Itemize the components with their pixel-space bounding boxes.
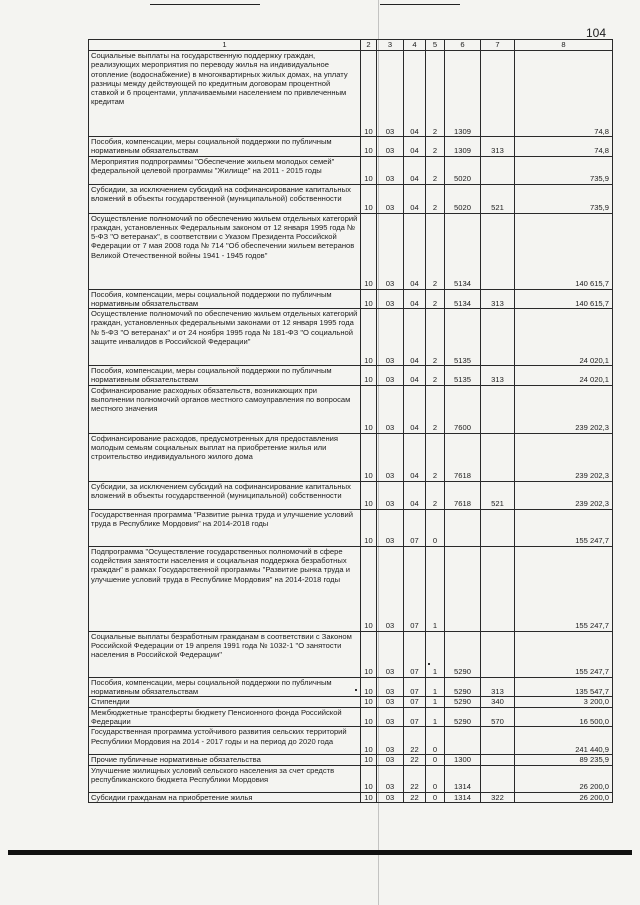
row-description: Софинансирование расходов, предусмотренных для предоставления молодым семьям социальных выплат на приобретение жилья или строительство индивидуального жилого дома <box>89 433 361 481</box>
subprogram-code: 2 <box>426 481 445 509</box>
scan-speck <box>355 689 357 691</box>
subprogram-code: 0 <box>426 509 445 546</box>
section-code: 10 <box>361 184 377 213</box>
subprogram-code: 2 <box>426 309 445 366</box>
subprogram-code: 0 <box>426 755 445 765</box>
subsection-code: 03 <box>377 509 404 546</box>
amount: 24 020,1 <box>515 366 613 386</box>
row-description: Прочие публичные нормативные обязательства <box>89 755 361 765</box>
amount: 16 500,0 <box>515 707 613 727</box>
program-code: 07 <box>404 631 426 677</box>
expense-type-code <box>481 765 515 792</box>
row-description: Подпрограмма "Осуществление государственных полномочий в сфере содействия занятости населения и социальная поддержка безработных граждан" в рамках Государственной программы "Развитие рынка труда и улучшение условий труда в Республике Мордовия" на 2014-2018 годы <box>89 546 361 631</box>
program-code: 04 <box>404 156 426 184</box>
subprogram-code: 2 <box>426 366 445 386</box>
section-code: 10 <box>361 51 377 137</box>
subprogram-code: 1 <box>426 631 445 677</box>
item-code: 7618 <box>445 433 481 481</box>
table-row <box>89 631 613 677</box>
subprogram-code: 0 <box>426 765 445 792</box>
subprogram-code: 2 <box>426 433 445 481</box>
item-code: 5134 <box>445 213 481 289</box>
program-code: 04 <box>404 184 426 213</box>
subprogram-code: 1 <box>426 677 445 697</box>
header-cell: 5 <box>426 40 445 51</box>
row-description: Осуществление полномочий по обеспечению жильем отдельных категорий граждан, установленных федеральными законами от 12 января 1995 года № 5-ФЗ "О ветеранах" и от 24 ноября 1995 года № 181-ФЗ "О социальной защите инвалидов в Российской Федерации" <box>89 309 361 366</box>
program-code: 22 <box>404 727 426 755</box>
subprogram-code: 2 <box>426 184 445 213</box>
row-description: Стипендии <box>89 697 361 707</box>
subsection-code: 03 <box>377 792 404 802</box>
section-code: 10 <box>361 792 377 802</box>
amount: 74,8 <box>515 137 613 157</box>
item-code: 5290 <box>445 707 481 727</box>
item-code: 5290 <box>445 697 481 707</box>
table-row <box>89 792 613 802</box>
item-code: 5134 <box>445 289 481 309</box>
amount: 26 200,0 <box>515 765 613 792</box>
amount: 3 200,0 <box>515 697 613 707</box>
item-code: 1314 <box>445 765 481 792</box>
program-code: 04 <box>404 385 426 433</box>
program-code: 04 <box>404 366 426 386</box>
program-code: 04 <box>404 481 426 509</box>
section-code: 10 <box>361 755 377 765</box>
amount: 239 202,3 <box>515 385 613 433</box>
subsection-code: 03 <box>377 765 404 792</box>
table-row <box>89 509 613 546</box>
row-description: Софинансирование расходных обязательств, возникающих при выполнении полномочий органов местного самоуправления по вопросам местного значения <box>89 385 361 433</box>
expense-type-code: 313 <box>481 366 515 386</box>
table-row <box>89 677 613 697</box>
amount: 24 020,1 <box>515 309 613 366</box>
table-row <box>89 213 613 289</box>
amount: 735,9 <box>515 156 613 184</box>
subprogram-code: 1 <box>426 697 445 707</box>
amount: 135 547,7 <box>515 677 613 697</box>
expense-type-code: 322 <box>481 792 515 802</box>
header-cell: 2 <box>361 40 377 51</box>
subprogram-code: 2 <box>426 385 445 433</box>
section-code: 10 <box>361 509 377 546</box>
program-code: 07 <box>404 707 426 727</box>
section-code: 10 <box>361 697 377 707</box>
subsection-code: 03 <box>377 697 404 707</box>
table-row <box>89 481 613 509</box>
section-code: 10 <box>361 631 377 677</box>
table-row <box>89 727 613 755</box>
scan-artifact <box>150 4 260 5</box>
table-row <box>89 184 613 213</box>
row-description: Пособия, компенсации, меры социальной поддержки по публичным нормативным обязательствам <box>89 677 361 697</box>
amount: 735,9 <box>515 184 613 213</box>
program-code: 07 <box>404 546 426 631</box>
item-code <box>445 509 481 546</box>
amount: 140 615,7 <box>515 213 613 289</box>
program-code: 04 <box>404 309 426 366</box>
row-description: Осуществление полномочий по обеспечению жильем отдельных категорий граждан, установленных Федеральным законом от 12 января 1995 года № 5-ФЗ "О ветеранах", в соответствии с Указом Президента Российской Федерации от 7 мая 2008 года № 714 "Об обеспечении жильем ветеранов Великой Отечественной войны 1941 - 1945 годов" <box>89 213 361 289</box>
subprogram-code: 2 <box>426 156 445 184</box>
subprogram-code: 2 <box>426 289 445 309</box>
table-row <box>89 433 613 481</box>
subsection-code: 03 <box>377 137 404 157</box>
subsection-code: 03 <box>377 309 404 366</box>
header-cell: 4 <box>404 40 426 51</box>
item-code <box>445 546 481 631</box>
expense-type-code: 313 <box>481 289 515 309</box>
table-row <box>89 156 613 184</box>
amount: 26 200,0 <box>515 792 613 802</box>
expense-type-code: 570 <box>481 707 515 727</box>
row-description: Пособия, компенсации, меры социальной поддержки по публичным нормативным обязательствам <box>89 137 361 157</box>
expense-type-code <box>481 433 515 481</box>
program-code: 04 <box>404 213 426 289</box>
table-row <box>89 137 613 157</box>
expense-type-code <box>481 51 515 137</box>
amount: 241 440,9 <box>515 727 613 755</box>
item-code <box>445 727 481 755</box>
row-description: Улучшение жилищных условий сельского населения за счет средств республиканского бюджета Республики Мордовия <box>89 765 361 792</box>
item-code: 7600 <box>445 385 481 433</box>
row-description: Пособия, компенсации, меры социальной поддержки по публичным нормативным обязательствам <box>89 366 361 386</box>
row-description: Государственная программа "Развитие рынка труда и улучшение условий труда в Республике Мордовия" на 2014-2018 годы <box>89 509 361 546</box>
expense-type-code <box>481 385 515 433</box>
table-row <box>89 546 613 631</box>
item-code: 1309 <box>445 51 481 137</box>
scan-bottom-edge <box>8 850 632 855</box>
program-code: 04 <box>404 51 426 137</box>
row-description: Социальные выплаты безработным гражданам в соответствии с Законом Российской Федерации от 19 апреля 1991 года № 1032-1 "О занятости населения в Российской Федерации" <box>89 631 361 677</box>
header-row <box>89 40 613 51</box>
amount: 155 247,7 <box>515 509 613 546</box>
subsection-code: 03 <box>377 213 404 289</box>
subsection-code: 03 <box>377 51 404 137</box>
section-code: 10 <box>361 137 377 157</box>
subprogram-code: 2 <box>426 51 445 137</box>
item-code: 5135 <box>445 366 481 386</box>
table-row <box>89 385 613 433</box>
amount: 239 202,3 <box>515 433 613 481</box>
program-code: 04 <box>404 433 426 481</box>
amount: 155 247,7 <box>515 631 613 677</box>
subsection-code: 03 <box>377 631 404 677</box>
header-cell: 3 <box>377 40 404 51</box>
row-description: Субсидии, за исключением субсидий на софинансирование капитальных вложений в объекты государственной (муниципальной) собственности <box>89 184 361 213</box>
item-code: 5290 <box>445 677 481 697</box>
expense-type-code: 340 <box>481 697 515 707</box>
expense-type-code <box>481 309 515 366</box>
section-code: 10 <box>361 433 377 481</box>
subprogram-code: 1 <box>426 546 445 631</box>
subsection-code: 03 <box>377 366 404 386</box>
section-code: 10 <box>361 707 377 727</box>
amount: 239 202,3 <box>515 481 613 509</box>
item-code: 1309 <box>445 137 481 157</box>
row-description: Социальные выплаты на государственную поддержку граждан, реализующих мероприятия по переводу жилья на индивидуальное отопление (водоснабжение) в многоквартирных жилых домах, на уплату разницы между действующей по кредитным договорам процентной ставкой и 6 процентами, уплачиваемыми населением по привлеченным кредитам <box>89 51 361 137</box>
expense-type-code: 313 <box>481 677 515 697</box>
scan-artifact <box>380 4 460 5</box>
subprogram-code: 0 <box>426 727 445 755</box>
section-code: 10 <box>361 309 377 366</box>
program-code: 07 <box>404 509 426 546</box>
expense-type-code <box>481 631 515 677</box>
section-code: 10 <box>361 727 377 755</box>
page-number: 104 <box>586 26 607 40</box>
section-code: 10 <box>361 481 377 509</box>
program-code: 22 <box>404 792 426 802</box>
expense-type-code <box>481 727 515 755</box>
header-cell: 8 <box>515 40 613 51</box>
item-code: 5020 <box>445 156 481 184</box>
row-description: Субсидии гражданам на приобретение жилья <box>89 792 361 802</box>
section-code: 10 <box>361 213 377 289</box>
section-code: 10 <box>361 677 377 697</box>
row-description: Государственная программа устойчивого развития сельских территорий Республики Мордовия на 2014 - 2017 годы и на период до 2020 года <box>89 727 361 755</box>
item-code: 5135 <box>445 309 481 366</box>
subprogram-code: 2 <box>426 137 445 157</box>
subsection-code: 03 <box>377 481 404 509</box>
item-code: 5290 <box>445 631 481 677</box>
table-row <box>89 51 613 137</box>
subsection-code: 03 <box>377 433 404 481</box>
section-code: 10 <box>361 765 377 792</box>
expense-type-code: 313 <box>481 137 515 157</box>
subsection-code: 03 <box>377 289 404 309</box>
subsection-code: 03 <box>377 755 404 765</box>
subsection-code: 03 <box>377 385 404 433</box>
budget-table <box>88 39 613 803</box>
section-code: 10 <box>361 289 377 309</box>
subsection-code: 03 <box>377 707 404 727</box>
amount: 140 615,7 <box>515 289 613 309</box>
expense-type-code <box>481 213 515 289</box>
row-description: Пособия, компенсации, меры социальной поддержки по публичным нормативным обязательствам <box>89 289 361 309</box>
scan-speck <box>428 663 430 665</box>
header-cell: 1 <box>89 40 361 51</box>
row-description: Межбюджетные трансферты бюджету Пенсионного фонда Российской Федерации <box>89 707 361 727</box>
table-row <box>89 289 613 309</box>
item-code: 7618 <box>445 481 481 509</box>
subprogram-code: 1 <box>426 707 445 727</box>
expense-type-code: 521 <box>481 184 515 213</box>
table-row <box>89 707 613 727</box>
expense-type-code: 521 <box>481 481 515 509</box>
program-code: 04 <box>404 137 426 157</box>
amount: 89 235,9 <box>515 755 613 765</box>
header-cell: 7 <box>481 40 515 51</box>
table-row <box>89 765 613 792</box>
table-row <box>89 697 613 707</box>
subsection-code: 03 <box>377 184 404 213</box>
subsection-code: 03 <box>377 727 404 755</box>
section-code: 10 <box>361 156 377 184</box>
section-code: 10 <box>361 385 377 433</box>
program-code: 07 <box>404 697 426 707</box>
subprogram-code: 2 <box>426 213 445 289</box>
table-row <box>89 366 613 386</box>
table-row <box>89 309 613 366</box>
subsection-code: 03 <box>377 677 404 697</box>
row-description: Мероприятия подпрограммы "Обеспечение жильем молодых семей" федеральной целевой программы "Жилище" на 2011 - 2015 годы <box>89 156 361 184</box>
item-code: 5020 <box>445 184 481 213</box>
subsection-code: 03 <box>377 546 404 631</box>
item-code: 1300 <box>445 755 481 765</box>
section-code: 10 <box>361 546 377 631</box>
header-cell: 6 <box>445 40 481 51</box>
program-code: 07 <box>404 677 426 697</box>
expense-type-code <box>481 156 515 184</box>
expense-type-code <box>481 509 515 546</box>
subprogram-code: 0 <box>426 792 445 802</box>
item-code: 1314 <box>445 792 481 802</box>
program-code: 22 <box>404 765 426 792</box>
table-row <box>89 755 613 765</box>
expense-type-code <box>481 546 515 631</box>
section-code: 10 <box>361 366 377 386</box>
program-code: 22 <box>404 755 426 765</box>
expense-type-code <box>481 755 515 765</box>
row-description: Субсидии, за исключением субсидий на софинансирование капитальных вложений в объекты государственной (муниципальной) собственности <box>89 481 361 509</box>
amount: 74,8 <box>515 51 613 137</box>
program-code: 04 <box>404 289 426 309</box>
subsection-code: 03 <box>377 156 404 184</box>
amount: 155 247,7 <box>515 546 613 631</box>
